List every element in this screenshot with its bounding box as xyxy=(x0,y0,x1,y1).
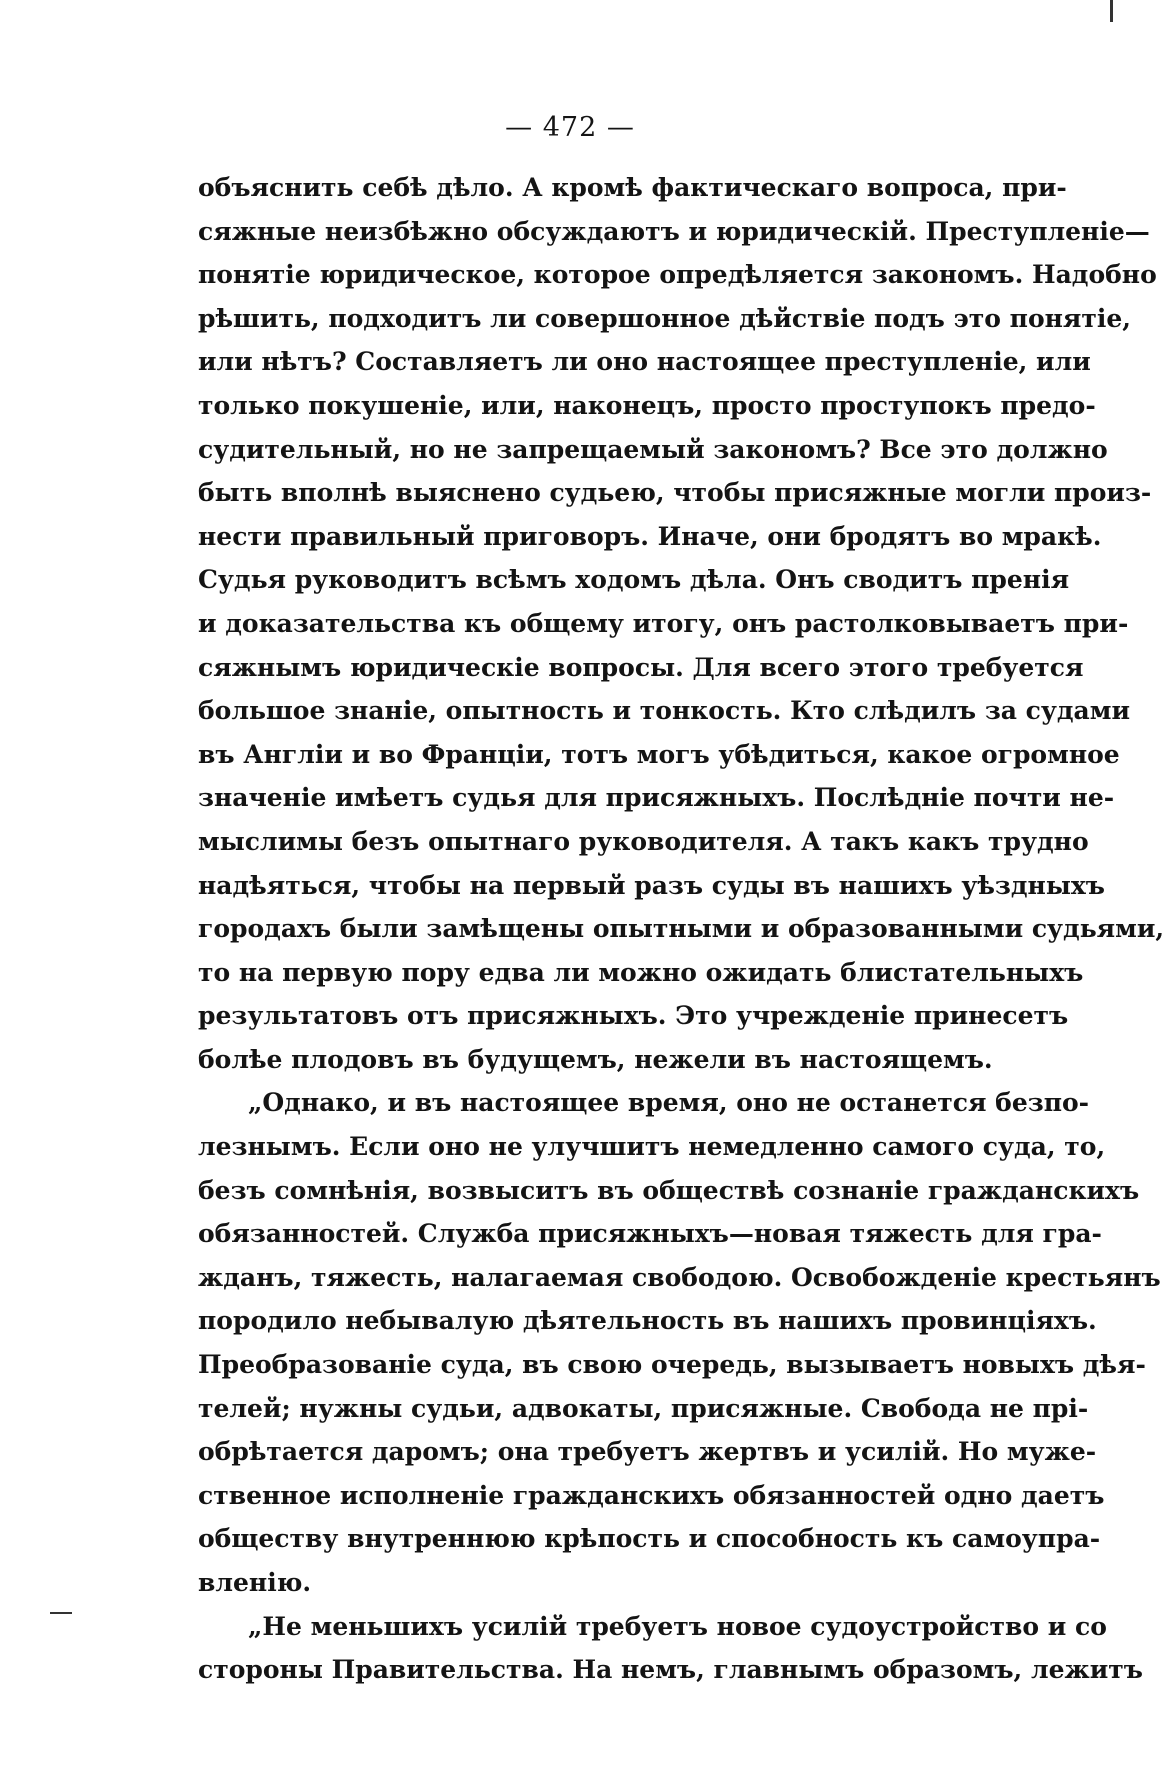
text-line: нести правильный приговоръ. Иначе, они бродятъ во мракѣ. xyxy=(198,521,1102,551)
text-line: „Не меньшихъ усилій требуетъ новое судоустройство и со xyxy=(248,1611,1107,1641)
text-line: то на первую пору едва ли можно ожидать блистательныхъ xyxy=(198,957,1084,987)
text-line: рѣшить, подходитъ ли совершонное дѣйствіе подъ это понятіе, xyxy=(198,303,1131,333)
text-line: безъ сомнѣнія, возвыситъ въ обществѣ сознаніе гражданскихъ xyxy=(198,1175,1140,1205)
text-line: и доказательства къ общему итогу, онъ растолковываетъ при- xyxy=(198,608,1129,638)
text-line: Судья руководитъ всѣмъ ходомъ дѣла. Онъ сводитъ пренія xyxy=(198,565,1070,595)
scan-edge-mark xyxy=(1110,0,1113,22)
text-line: жданъ, тяжесть, налагаемая свободою. Освобожденіе крестьянъ xyxy=(198,1262,1161,1292)
text-line: надѣяться, чтобы на первый разъ суды въ нашихъ уѣздныхъ xyxy=(198,870,1105,900)
text-line: „Однако, и въ настоящее время, оно не останется безпо- xyxy=(248,1088,1090,1118)
text-line: телей; нужны судьи, адвокаты, присяжные. Свобода не прі- xyxy=(198,1393,1089,1423)
text-line: городахъ были замѣщены опытными и образованными судьями, xyxy=(198,914,1164,944)
text-line: болѣе плодовъ въ будущемъ, нежели въ настоящемъ. xyxy=(198,1044,993,1074)
text-line: лезнымъ. Если оно не улучшитъ немедленно самого суда, то, xyxy=(198,1132,1106,1162)
text-line: сяжнымъ юридическіе вопросы. Для всего этого требуется xyxy=(198,652,1084,682)
page-number: — 472 — xyxy=(505,112,635,143)
text-line: ственное исполненіе гражданскихъ обязанностей одно даетъ xyxy=(198,1480,1105,1510)
text-line: значеніе имѣетъ судья для присяжныхъ. Послѣдніе почти не- xyxy=(198,783,1115,813)
paragraph xyxy=(198,166,1164,1081)
text-line: только покушеніе, или, наконецъ, просто проступокъ предо- xyxy=(198,390,1096,420)
text-line: сяжные неизбѣжно обсуждаютъ и юридическій. Преступленіе— xyxy=(198,216,1150,246)
text-line: быть вполнѣ выяснено судьею, чтобы присяжные могли произ- xyxy=(198,478,1152,508)
text-line: результатовъ отъ присяжныхъ. Это учрежденіе принесетъ xyxy=(198,1001,1069,1031)
body-text xyxy=(198,166,1164,1692)
paragraph xyxy=(198,1081,1161,1604)
text-line: или нѣтъ? Составляетъ ли оно настоящее преступленіе, или xyxy=(198,347,1091,377)
text-line: понятіе юридическое, которое опредѣляется закономъ. Надобно xyxy=(198,260,1157,290)
paragraph xyxy=(198,1605,1143,1692)
text-line: вленію. xyxy=(198,1568,312,1597)
text-line: судительный, но не запрещаемый закономъ? Все это должно xyxy=(198,434,1108,464)
text-line: объяснить себѣ дѣло. А кромѣ фактическаго вопроса, при- xyxy=(198,173,1067,202)
text-line: Преобразованіе суда, въ свою очередь, вызываетъ новыхъ дѣя- xyxy=(198,1350,1146,1380)
text-line: обязанностей. Служба присяжныхъ—новая тяжесть для гра- xyxy=(198,1219,1102,1249)
text-line: обрѣтается даромъ; она требуетъ жертвъ и усилій. Но муже- xyxy=(198,1437,1097,1467)
text-line: стороны Правительства. На немъ, главнымъ образомъ, лежитъ xyxy=(198,1655,1143,1685)
text-line: обществу внутреннюю крѣпость и способность къ самоупра- xyxy=(198,1524,1101,1554)
text-line: породило небывалую дѣятельность въ нашихъ провинціяхъ. xyxy=(198,1306,1097,1336)
scan-margin-mark xyxy=(50,1612,72,1614)
text-line: въ Англіи и во Франціи, тотъ могъ убѣдиться, какое огромное xyxy=(198,739,1120,769)
text-line: большое знаніе, опытность и тонкость. Кто слѣдилъ за судами xyxy=(198,696,1131,726)
text-line: мыслимы безъ опытнаго руководителя. А такъ какъ трудно xyxy=(198,826,1089,856)
